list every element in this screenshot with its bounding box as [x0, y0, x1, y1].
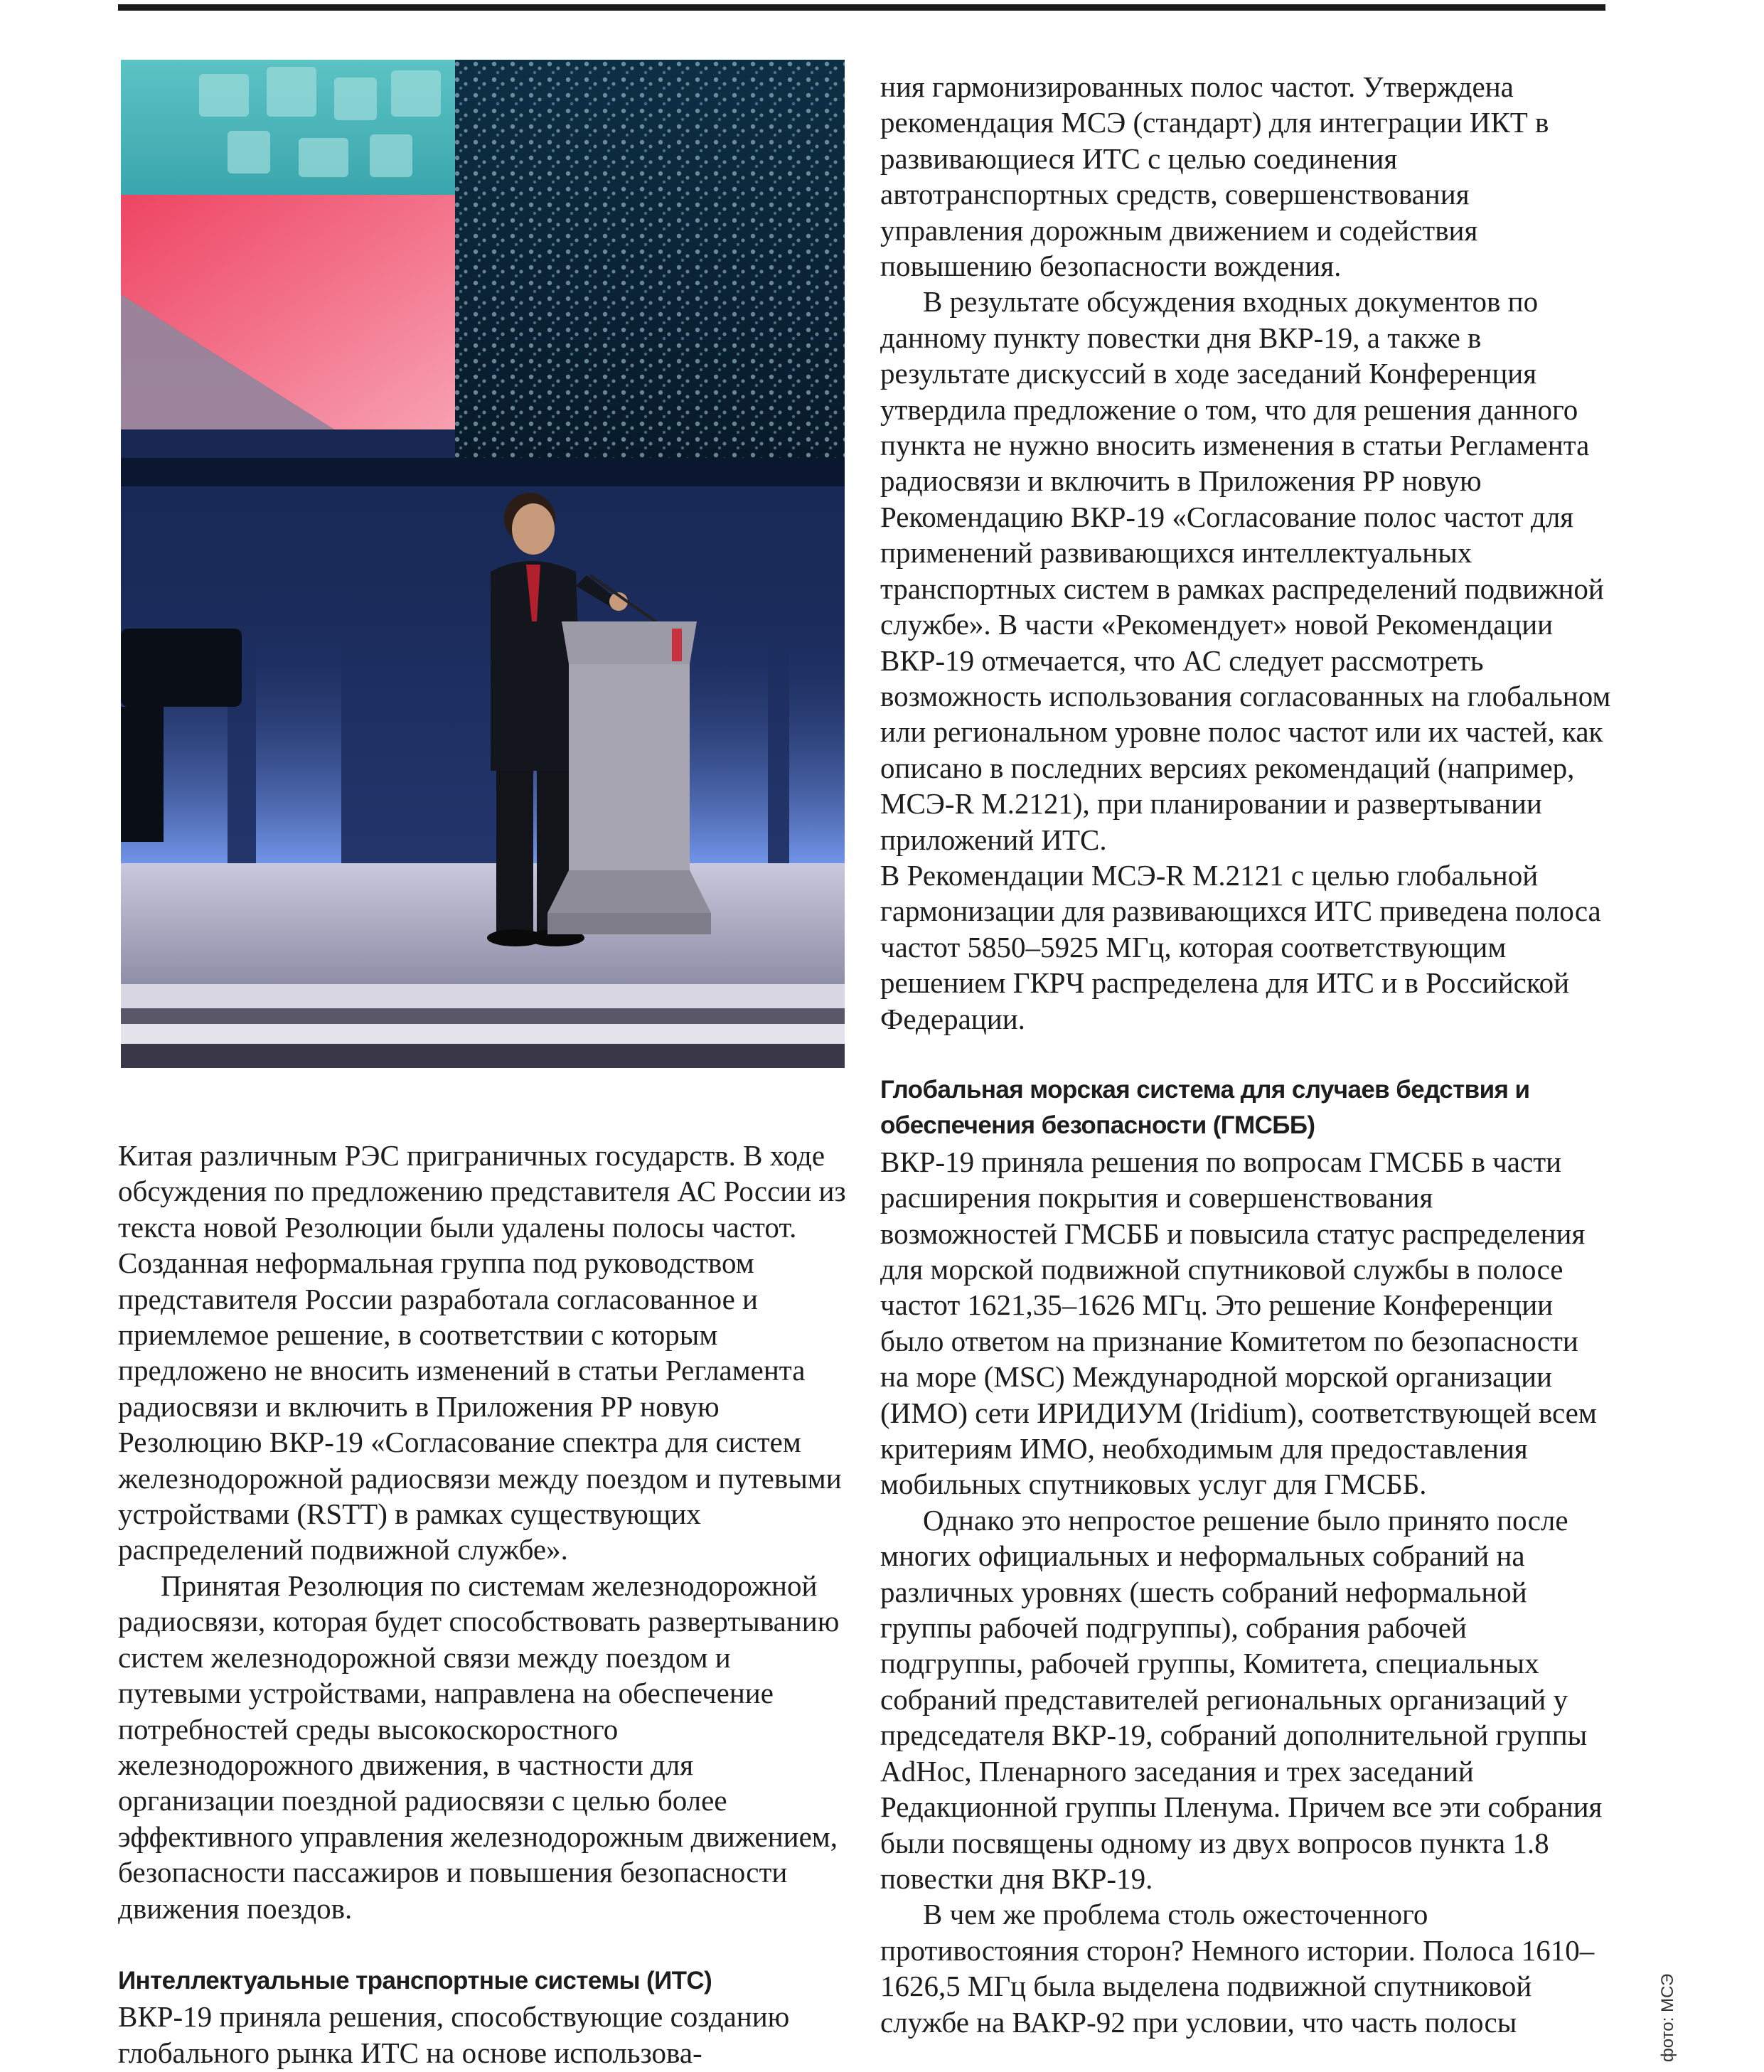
right-paragraph-6: В чем же проблема столь ожесточенного противостояния сторон? Немного истории. Полоса 1610–1626,5 МГц была выделена подвижной спутниковой службе на ВАКР-92 при условии, что часть полосы — [880, 1898, 1595, 2039]
right-paragraph-2: В результате обсуждения входных документов по данному пункту повестки дня ВКР-19, а также в результате дискуссий в ходе заседаний Конференция утвердила предложение о том, что для решения данного пункта не нужно вносить изменения в статьи Регламента радиосвязи и включить в Приложения РР новую Рекомендацию ВКР-19 «Согласование полос частот для применений развивающихся интеллектуальных транспортных систем в рамках распределений подвижной службе». В части «Рекомендует» новой Рекомендации ВКР-19 отмечается, что АС следует рассмотреть возможность использования согласованных на глобальном или региональном уровне полос частот или их частей, как описано в последних версиях рекомендаций (например, МСЭ-R M.2121), при планировании и развертывании приложений ИТС. — [880, 285, 1611, 856]
section-gap — [880, 1037, 1613, 1072]
left-paragraph-2: Принятая Резолюция по системам железнодорожной радиосвязи, которая будет способствовать развертыванию систем железнодорожной связи между поездом и путевыми устройствами, направлена на обеспечение потребностей среды высокоскоростного железнодорожного движения, в частности для организации поездной радиосвязи с целью более эффективного управления железнодорожным движением, безопасности пассажиров и повышения безопасности движения поездов. — [118, 1569, 840, 1925]
right-paragraph-4: ВКР-19 приняла решения по вопросам ГМСББ в части расширения покрытия и совершенствования возможностей ГМСББ и повысила статус распределения для морской подвижной спутниковой службы в полосе частот 1621,35–1626 МГц. Это решение Конференции было ответом на признание Комитетом по безопасности на море (MSC) Международной морской организации (ИМО) сети ИРИДИУМ (Iridium), соответствующей всем критериям ИМО, необходимым для предоставления мобильных спутниковых услуг для ГМСББ. — [880, 1145, 1597, 1501]
heading-its: Интеллектуальные транспортные системы (ИТС) — [118, 1966, 712, 1994]
right-paragraph-5: Однако это непростое решение было принято после многих официальных и неформальных собраний на различных уровнях (шесть собраний неформальной группы рабочей подгруппы), собрания рабочей подгруппы, рабочей группы, Комитета, специальных собраний представителей региональных организаций у председателя ВКР-19, собраний дополнительной группы AdHoc, Пленарного заседания и трех заседаний Редакционной группы Пленума. Причем все эти собрания были посвящены одному из двух вопросов пункта 1.8 повестки дня ВКР-19. — [880, 1503, 1603, 1895]
right-paragraph-1: ния гармонизированных полос частот. Утверждена рекомендация МСЭ (стандарт) для интеграции ИКТ в развивающиеся ИТС с целью соединения автотранспортных средств, совершенствования управления дорожным движением и содействия повышению безопасности вождения. — [880, 70, 1549, 283]
right-column — [880, 69, 1613, 2040]
top-rule — [118, 4, 1605, 11]
right-paragraph-3: В Рекомендации МСЭ-R M.2121 с целью глобальной гармонизации для развивающихся ИТС приведена полоса частот 5850–5925 МГц, которая соответствующим решением ГКРЧ распределена для ИТС и в Российской Федерации. — [880, 858, 1601, 1035]
conference-speaker-photo — [121, 60, 845, 1068]
section-gap — [118, 1926, 850, 1963]
left-paragraph-1: Китая различным РЭС приграничных государств. В ходе обсуждения по предложению представителя АС России из текста новой Резолюции были удалены полосы частот. Созданная неформальная группа под руководством представителя России разработала согласованное и приемлемое решение, в соответствии с которым предложено не вносить изменений в статьи Регламента радиосвязи и включить в Приложения РР новую Резолюцию ВКР-19 «Согласование спектра для систем железнодорожной радиосвязи между поездом и путевыми устройствами (RSTT) в рамках существующих распределений подвижной службе». — [118, 1139, 846, 1566]
photo-illustration — [121, 60, 845, 1068]
left-paragraph-3: ВКР-19 приняла решения, способствующие созданию глобального рынка ИТС на основе использова- — [118, 2000, 790, 2069]
heading-gmdss: Глобальная морская система для случаев бедствия и обеспечения безопасности (ГМСББ) — [880, 1075, 1530, 1140]
photo-credit: фото: МСЭ — [1658, 1973, 1677, 2062]
left-column — [118, 1138, 850, 2071]
